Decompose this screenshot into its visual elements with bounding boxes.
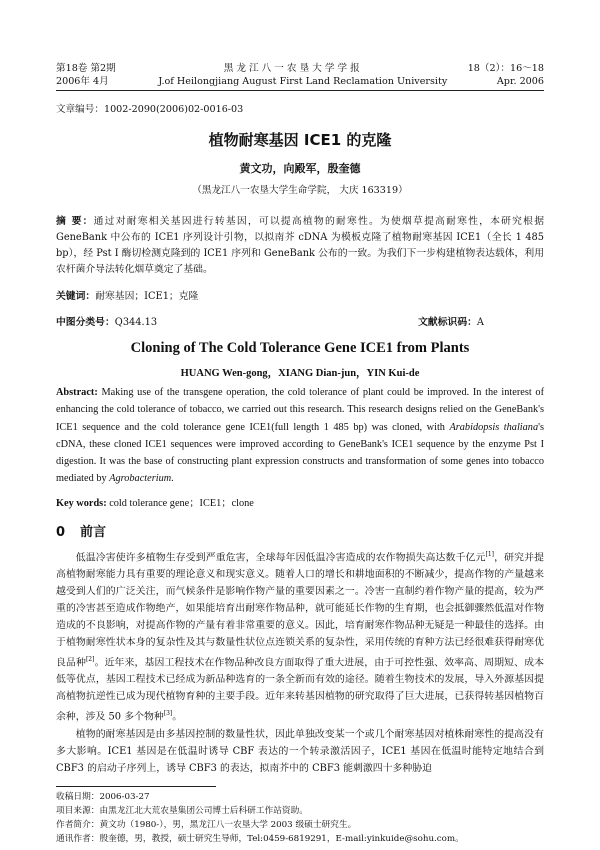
footnote-received: 收稿日期：2006-03-27 (56, 791, 150, 802)
footnote-correspondence: 通讯作者：殷奎德，男，教授，硕士研究生导师，Tel:0459-6819291，E-mail:yinkuide@sohu.com。 (56, 833, 464, 844)
ref-1: [1] (485, 550, 495, 558)
keywords-cn (56, 288, 544, 302)
journal-page (56, 62, 544, 846)
abstract-en-label: Abstract: (56, 387, 98, 398)
classification-row (56, 314, 544, 328)
abstract-en-part1: Making use of the transgene operation, the cold tolerance of plant could be improved. In the interest of enhancing the cold tolerance of tobacco, we carried out this research. This research designs relied on the GeneBank's ICE1 sequence and the cold tolerance gene ICE1(full length 1 485 bp) was cloned, with (56, 387, 544, 433)
journal-name-en: J.of Heilongjiang August First Land Reclamation University (158, 76, 448, 87)
pub-date-en: Apr. 2006 (496, 76, 544, 87)
footnote-rule (56, 786, 216, 787)
section-heading (56, 521, 544, 540)
abstract-en-part2: 's cDNA, these cloned ICE1 sequences were improved according to GeneBank's ICE1 sequence by the enzyme Pst I digestion. It was the base of constructing plant expression constructs and transformation of some genes into tobacco mediated by (56, 421, 544, 485)
agrobacterium-name: Agrobacterium (109, 473, 172, 485)
affiliation-cn: （黑龙江八一农垦大学生命学院， 大庆 163319） (192, 185, 408, 196)
species-name: Arabidopsis thaliana (449, 421, 539, 433)
abstract-cn-label: 摘 要： (56, 216, 94, 227)
ref-2: [2] (85, 656, 95, 664)
page-range: 18（2）：16～18 (467, 63, 544, 74)
clc-label: 中图分类号： (56, 317, 115, 328)
doc-code-value: A (476, 317, 484, 328)
keywords-en-text: cold tolerance gene；ICE1；clone (106, 497, 254, 509)
volume-issue: 第18卷 第2期 (56, 63, 116, 74)
footnote-fund: 项目来源：由黑龙江北大荒农垦集团公司博士后科研工作站资助。 (56, 805, 308, 816)
abstract-en (56, 384, 544, 488)
body-p1-c: 。近年来，基因工程技术在作物品种改良方面取得了重大进展，由于可控性强、效率高、周期短、成本低等优点，基因工程技术已经成为新品种选育的一条全新而有效的途径。随着生物技术的发展，导入外源基因提高植物抗逆性已成为现代植物育种的主要手段。近年来转基因植物的研究取得了巨大进展，已获得转基因植物百余种，涉及 50 多个物种 (56, 657, 544, 723)
article-number: 文章编号：1002-2090(2006)02-0016-03 (56, 104, 244, 115)
keywords-cn-label: 关键词： (56, 291, 96, 302)
section-title: 前言 (80, 524, 107, 540)
header-rule (56, 90, 544, 91)
title-en: Cloning of The Cold Tolerance Gene ICE1 from Plants (130, 340, 470, 356)
footnotes (56, 790, 544, 846)
title-cn: 植物耐寒基因 ICE1 的克隆 (208, 131, 392, 149)
keywords-cn-text: 耐寒基因；ICE1；克隆 (95, 291, 199, 302)
authors-cn: 黄文功，向殿军，殷奎德 (239, 162, 361, 175)
body-paragraph-1 (56, 546, 544, 726)
body-paragraph-2: 植物的耐寒基因是由多基因控制的数量性状，因此单独改变某一个或几个耐寒基因对植株耐寒性的提高没有多大影响。ICE1 基因是在低温时诱导 CBF 表达的一个转录激活因子，ICE1 基因在低温时能特定地结合到 CBF3 的启动子序列上，诱导 CBF3 的表达，拟南芥中的 CBF3 能刺激四十多种胁迫 (56, 728, 544, 774)
body-p1-d: 。 (172, 711, 183, 723)
doc-code-label: 文献标识码： (418, 317, 477, 328)
pub-date: 2006年 4月 (56, 76, 109, 87)
clc-value: Q344.13 (114, 317, 158, 328)
authors-en: HUANG Wen-gong，XIANG Dian-jun，YIN Kui-de (180, 368, 420, 379)
body-p1-a: 低温冷害使许多植物生存受到严重危害，全球每年因低温冷害造成的农作物损失高达数千亿元 (75, 552, 486, 564)
abstract-cn (56, 214, 544, 278)
ref-3: [3] (163, 710, 173, 718)
footnote-author: 作者简介：黄文功（1980-），男，黑龙江八一农垦大学 2003 级硕士研究生。 (56, 819, 357, 830)
abstract-en-part3: . (171, 473, 174, 485)
running-header (56, 62, 544, 91)
journal-name-cn: 黑 龙 江 八 一 农 垦 大 学 学 报 (223, 63, 360, 74)
abstract-cn-text: 通过对耐寒相关基因进行转基因，可以提高植物的耐寒性。为使烟草提高耐寒性，本研究根据 GeneBank 中公布的 ICE1 序列设计引物，以拟南芥 cDNA 为模板克隆了植物耐寒基因 ICE1（全长 1 485 bp），经 Pst I 酶切检测克隆到的 ICE1 序列和 GeneBank 公布的一致。为我们下一步构建植物表达载体，利用农杆菌介导法转化烟草奠定了基础。 (56, 216, 544, 275)
keywords-en (56, 494, 544, 509)
section-number: 0 (56, 524, 66, 540)
body-p1-b: ，研究并提高植物耐寒能力具有重要的理论意义和现实意义。随着人口的增长和耕地面积的不断减少，提高作物的产量越来越受到人们的广泛关注，而气候条件是影响作物产量的重要因素之一。冷害一直制约着作物产量的提高，较为严重的冷害甚至造成作物绝产，如果能培育出耐寒作物品种，就可能延长作物的生育期，也会抵御骤然低温对作物造成的不良影响，对提高作物的产量有着非常重要的意义。因此，培育耐寒作物品种无疑是一种最佳的选择。由于植物耐寒性状本身的复杂性及其与数量性状位点连锁关系的复杂性，采用传统的育种方法已经很难获得耐寒优良品种 (56, 552, 544, 669)
body-text (56, 546, 544, 777)
keywords-en-label: Key words: (56, 497, 107, 509)
